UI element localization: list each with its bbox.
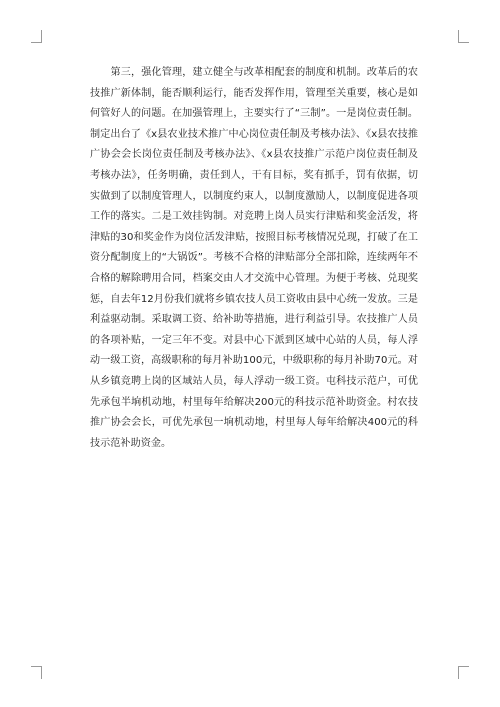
crop-mark-top-left (31, 30, 42, 43)
crop-mark-top-right (458, 30, 469, 43)
crop-mark-bottom-right (458, 666, 469, 679)
crop-mark-bottom-left (31, 666, 42, 679)
body-paragraph: 第三，强化管理，建立健全与改革相配套的制度和机制。改革后的农技推广新体制，能否顺利运行，能否发挥作用，管理至关重要，核心是如何管好人的问题。在加强管理上，主要实行了“三制”。一是岗位责任制。制定出台了《x县农业技术推广中心岗位责任制及考核办法》、《x县农技推广协会会长岗位责任制及考核办法》、《x县农技推广示范户岗位责任制及考核办法》，任务明确，责任到人，干有目标，奖有抓手，罚有依据，切实做到了以制度管理人，以制度约束人，以制度激励人，以制度促进各项工作的落实。二是工效挂钩制。对竞聘上岗人员实行津贴和奖金活发，将津贴的30和奖金作为岗位活发津贴，按照目标考核情况兑现，打破了在工资分配制度上的“大锅饭”。考核不合格的津贴部分全部扣除，连续两年不合格的解除聘用合同，档案交由人才交流中心管理。为便于考核、兑现奖惩，自去年12月份我们就将乡镇农技人员工资收由县中心统一发放。三是利益驱动制。采取调工资、给补助等措施，进行利益引导。农技推广人员的各项补贴，一定三年不变。对县中心下派到区域中心站的人员，每人浮动一级工资，高级职称的每月补助100元，中级职称的每月补助70元。对从乡镇竞聘上岗的区域站人员，每人浮动一级工资。屯科技示范户，可优先承包半垧机动地，村里每年给解决200元的科技示范补助资金。村农技推广协会会长，可优先承包一垧机动地，村里每人每年给解决400元的科技示范补助资金。 (90, 67, 418, 449)
